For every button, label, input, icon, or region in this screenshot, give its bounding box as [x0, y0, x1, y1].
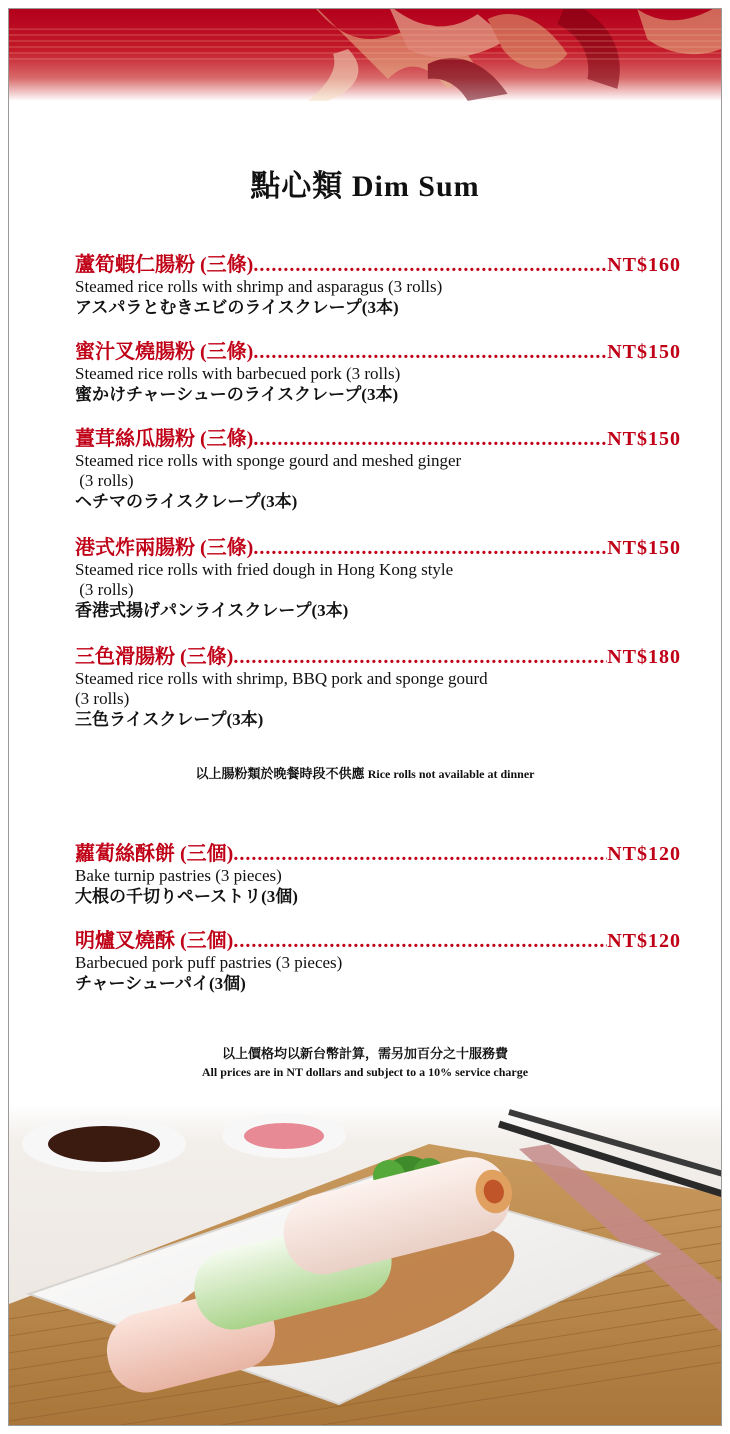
menu-item-heading [75, 837, 681, 866]
item-price: NT$150 [607, 428, 681, 450]
item-japanese: 香港式揚げパンライスクレープ(3本) [75, 601, 349, 620]
title-zh: 點心類 [250, 169, 344, 204]
menu-item-heading [75, 531, 681, 560]
menu-item-heading [75, 248, 681, 277]
rice-roll-notice-en: Rice rolls not available at dinner [367, 767, 535, 781]
item-name: 蜜汁叉燒腸粉 (三條) [75, 341, 254, 363]
item-name: 薑茸絲瓜腸粉 (三條) [75, 428, 254, 450]
item-price: NT$180 [607, 646, 681, 668]
leader-dots [253, 428, 607, 451]
dim-sum-photo [9, 1104, 721, 1426]
rice-roll-notice [9, 763, 721, 782]
item-japanese: チャーシューパイ(3個) [75, 974, 246, 993]
item-japanese: 三色ライスクレープ(3本) [75, 710, 264, 729]
item-english-line2: (3 rolls) [75, 471, 134, 490]
menu-item [75, 248, 681, 318]
item-price: NT$160 [607, 254, 681, 276]
footnote-en: All prices are in NT dollars and subject to a 10% service charge [201, 1065, 529, 1079]
item-name: 蘿蔔絲酥餅 (三個) [75, 843, 234, 865]
page-title [9, 161, 721, 205]
title-en: Dim Sum [351, 170, 480, 203]
menu-item-heading [75, 924, 681, 953]
item-japanese: アスパラとむきエビのライスクレープ(3本) [75, 298, 399, 317]
item-english: Bake turnip pastries (3 pieces) [75, 866, 282, 885]
item-english-line2: (3 rolls) [75, 580, 134, 599]
item-price: NT$150 [607, 537, 681, 559]
item-japanese: ヘチマのライスクレープ(3本) [75, 492, 298, 511]
leader-dots [233, 646, 607, 669]
item-english: Steamed rice rolls with barbecued pork (3 rolls) [75, 364, 401, 383]
rice-roll-photo-illustration [9, 1104, 721, 1426]
footnote-zh: 以上價格均以新台幣計算，需另加百分之十服務費 [221, 1046, 508, 1061]
menu-item [75, 837, 681, 907]
price-footnote [9, 1043, 721, 1080]
item-price: NT$150 [607, 341, 681, 363]
item-japanese: 大根の千切りペーストリ(3個) [75, 887, 298, 906]
item-english: Steamed rice rolls with sponge gourd and meshed ginger [75, 451, 462, 470]
leader-dots [253, 537, 607, 560]
item-english: Steamed rice rolls with shrimp and asparagus (3 rolls) [75, 277, 443, 296]
menu-item-heading [75, 422, 681, 451]
item-english: Steamed rice rolls with shrimp, BBQ pork and sponge gourd [75, 669, 488, 688]
floral-pattern-decoration [9, 9, 721, 101]
item-english-line2: (3 rolls) [75, 689, 130, 708]
leader-dots [253, 254, 607, 277]
item-english: Steamed rice rolls with fried dough in Hong Kong style [75, 560, 454, 579]
menu-page [8, 8, 722, 1426]
item-english: Barbecued pork puff pastries (3 pieces) [75, 953, 343, 972]
menu-item-heading [75, 335, 681, 364]
item-japanese: 蜜かけチャーシューのライスクレープ(3本) [75, 385, 399, 404]
item-name: 三色滑腸粉 (三條) [75, 646, 234, 668]
menu-item [75, 422, 681, 512]
leader-dots [253, 341, 607, 364]
leader-dots [233, 930, 607, 953]
menu-item [75, 335, 681, 405]
menu-item [75, 531, 681, 621]
menu-item [75, 640, 681, 730]
leader-dots [233, 843, 607, 866]
item-price: NT$120 [607, 843, 681, 865]
menu-item-heading [75, 640, 681, 669]
item-name: 蘆筍蝦仁腸粉 (三條) [75, 254, 254, 276]
item-name: 港式炸兩腸粉 (三條) [75, 537, 254, 559]
rice-roll-notice-zh: 以上腸粉類於晚餐時段不供應 [195, 766, 365, 781]
menu-item [75, 924, 681, 994]
header-banner [9, 9, 721, 101]
item-price: NT$120 [607, 930, 681, 952]
item-name: 明爐叉燒酥 (三個) [75, 930, 234, 952]
